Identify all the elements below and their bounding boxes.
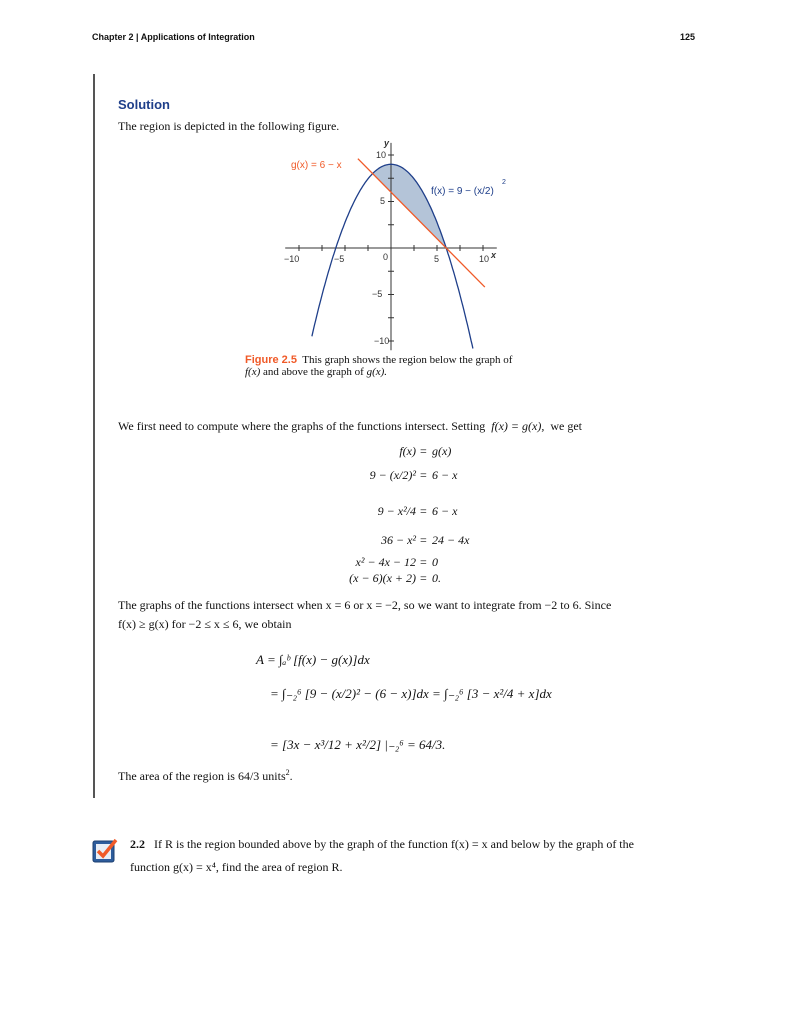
region-fill — [373, 164, 447, 248]
g-line — [358, 159, 485, 287]
bounds-text: The graphs of the functions intersect when x = 6 or x = −2, so we want to integrate from −2 to 6. Since — [118, 598, 612, 612]
eq-left: f(x) — [399, 444, 416, 458]
eq-left: x² − 4x − 12 — [355, 555, 416, 569]
eq-sign: = — [420, 468, 427, 482]
eq-sign: = — [420, 444, 427, 458]
axes — [285, 143, 497, 350]
figure-label: Figure 2.5 — [245, 354, 297, 366]
text: The area of the region is 64/3 units — [118, 769, 286, 783]
eq-left: 9 − (x/2)² — [369, 468, 416, 482]
eq-left: 9 − x²/4 — [377, 504, 416, 518]
caption-text: and above the graph of — [263, 366, 364, 378]
y-tick-label: −10 — [374, 336, 390, 346]
text: we get — [550, 419, 582, 433]
y-tick-label: 10 — [376, 150, 387, 160]
eq-right: g(x) — [432, 444, 452, 458]
bounds-text: f(x) ≥ g(x) for −2 ≤ x ≤ 6, we obtain — [118, 617, 292, 631]
exponent: 2 — [285, 768, 290, 777]
text: We first need to compute where the graphs of the functions intersect. Setting — [118, 419, 486, 433]
eq-left: (x − 6)(x + 2) — [349, 571, 416, 585]
caption-text: This graph shows the region below the graph of — [302, 354, 513, 366]
caption-g: g(x). — [366, 366, 388, 378]
text: If R is the region bounded above by the graph of the function f(x) = x and below by the graph of the — [154, 837, 634, 851]
f-label-exponent: 2 — [502, 179, 506, 186]
y-tick-label: −5 — [372, 289, 383, 299]
eq-left: 36 − x² — [380, 533, 416, 547]
eq-right: 6 − x — [432, 468, 458, 482]
figure-graph — [0, 0, 791, 400]
solution-intro: The region is depicted in the following figure. — [118, 119, 340, 133]
checkpoint-icon — [92, 838, 116, 862]
chapter-header: Chapter 2 | Applications of Integration — [92, 32, 255, 42]
x-tick-label: −10 — [284, 254, 300, 264]
y-axis-label: y — [384, 138, 390, 148]
checkpoint-line2: function g(x) = x⁴, find the area of region R. — [130, 860, 343, 874]
eq-right: 6 − x — [432, 504, 458, 518]
x-tick-label: 5 — [434, 254, 440, 264]
g-label: g(x) = 6 − x — [291, 160, 342, 171]
integral-row: = ∫₋₂⁶ [9 − (x/2)² − (6 − x)]dx = ∫₋₂⁶ [3 − x²/4 + x]dx — [270, 686, 552, 701]
x-axis-label: x — [491, 250, 497, 260]
checkpoint-line1 — [130, 837, 634, 852]
eq-sign: = — [420, 504, 427, 518]
eq-right: 0 — [432, 555, 438, 569]
eq-sign: = — [420, 571, 427, 585]
intersection-text — [118, 419, 582, 434]
eq-sign: = — [420, 533, 427, 547]
math-expr: f(x) = g(x), — [491, 419, 545, 433]
eq-sign: = — [420, 555, 427, 569]
eq-right: 0. — [432, 571, 441, 585]
eq-right: 24 − 4x — [432, 533, 470, 547]
solution-heading: Solution — [118, 97, 170, 112]
x-tick-label: −5 — [334, 254, 345, 264]
caption-f: f(x) — [245, 366, 261, 378]
x-tick-label: 0 — [383, 252, 389, 262]
integral-row: = [3x − x³/12 + x²/2] |₋₂⁶ = 64/3. — [270, 737, 446, 752]
area-result — [118, 768, 293, 784]
y-tick-label: 5 — [380, 196, 386, 206]
f-label: f(x) = 9 − (x/2) — [431, 186, 494, 197]
x-tick-label: 10 — [479, 254, 490, 264]
page-number: 125 — [680, 32, 696, 42]
checkpoint-number: 2.2 — [130, 837, 145, 851]
integral-row: A = ∫ₐᵇ [f(x) − g(x)]dx — [256, 652, 370, 667]
figure-caption — [245, 354, 512, 378]
text: . — [289, 769, 293, 783]
